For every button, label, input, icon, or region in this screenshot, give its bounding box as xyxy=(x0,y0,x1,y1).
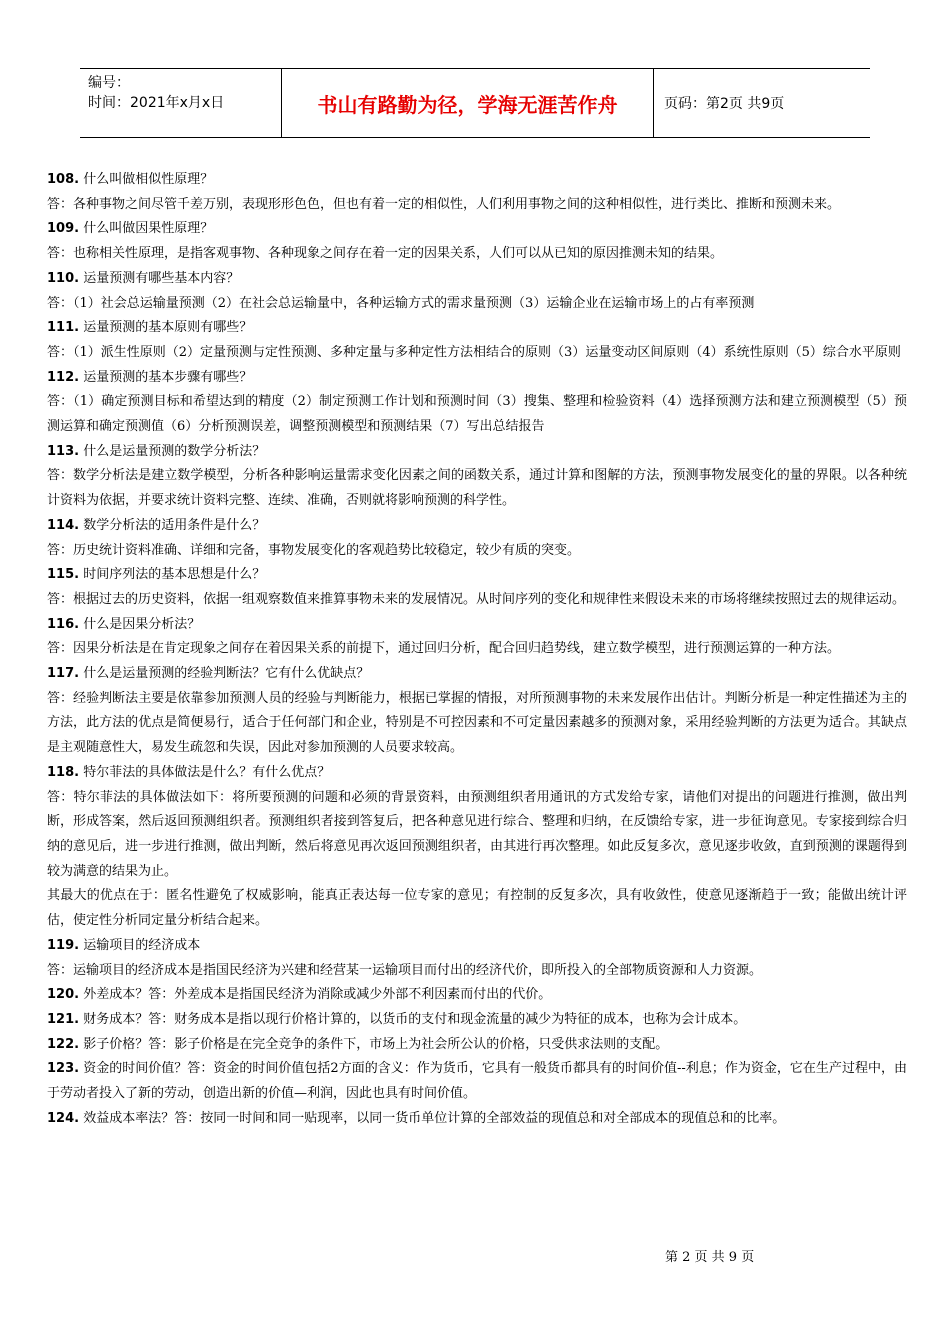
answer-paragraph xyxy=(47,341,907,366)
paragraph-text: 答：历史统计资料准确、详细和完备，事物发展变化的客观趋势比较稳定，较少有质的突变。 xyxy=(47,542,581,558)
header-info xyxy=(80,69,282,137)
paragraph-text: 什么是运量预测的经验判断法？它有什么优缺点？ xyxy=(79,666,370,682)
paragraph-text: 答：（1）派生性原则（2）定量预测与定性预测、多种定量与多种定性方法相结合的原则（3）运量变动区间原则（4）系统性原则（5）综合水平原则 xyxy=(47,344,901,360)
paragraph-text: 答：各种事物之间尽管千差万别，表现形形色色，但也有着一定的相似性，人们利用事物之间的这种相似性，进行类比、推断和预测未来。 xyxy=(47,196,841,212)
answer-paragraph xyxy=(47,464,907,513)
question-paragraph xyxy=(47,563,907,588)
question-paragraph xyxy=(47,662,907,687)
question-number: 116. xyxy=(47,616,80,632)
number-label: 编号： xyxy=(88,75,130,91)
paragraph-text: 运量预测的基本步骤有哪些？ xyxy=(79,369,253,385)
paragraph-text: 答：（1）社会总运输量预测（2）在社会总运输量中，各种运输方式的需求量预测（3）运输企业在运输市场上的占有率预测 xyxy=(47,295,755,311)
question-paragraph xyxy=(47,168,907,193)
paragraph-text: 什么叫做相似性原理？ xyxy=(79,172,214,187)
answer-paragraph xyxy=(47,687,907,761)
paragraph-text: 运量预测的基本原则有哪些？ xyxy=(79,320,253,336)
paragraph-text: 答：（1）确定预测目标和希望达到的精度（2）制定预测工作计划和预测时间（3）搜集、整理和检验资料（4）选择预测方法和建立预测模型（5）预测运算和确定预测值（6）分析预测误差，调整预测模型和预测结果（7）写出总结报告 xyxy=(47,394,907,435)
question-paragraph xyxy=(47,267,907,292)
page-header xyxy=(80,68,870,138)
answer-paragraph xyxy=(47,959,907,984)
paragraph-text: 什么是因果分析法？ xyxy=(79,616,201,632)
paragraph-text: 时间序列法的基本思想是什么？ xyxy=(79,567,266,583)
paragraph-text: 什么叫做因果性原理？ xyxy=(79,221,214,237)
answer-paragraph xyxy=(47,786,907,885)
paragraph-text: 其最大的优点在于：匿名性避免了权威影响，能真正表达每一位专家的意见；有控制的反复多次，具有收敛性，使意见逐渐趋于一致；能做出统计评估，使定性分析同定量分析结合起来。 xyxy=(47,888,907,929)
question-number: 117. xyxy=(47,666,80,682)
answer-paragraph xyxy=(47,193,907,218)
question-paragraph xyxy=(47,1107,907,1132)
answer-paragraph xyxy=(47,637,907,662)
question-number: 119. xyxy=(47,937,80,953)
paragraph-text: 答：数学分析法是建立数学模型，分析各种影响运量需求变化因素之间的函数关系，通过计算和图解的方法，预测事物发展变化的量的界限。以各种统计资料为依据，并要求统计资料完整、连续、准确，否则就将影响预测的科学性。 xyxy=(47,468,907,509)
question-number: 122. xyxy=(47,1036,80,1052)
answer-paragraph xyxy=(47,588,907,613)
paragraph-text: 特尔菲法的具体做法是什么？有什么优点？ xyxy=(79,764,331,780)
question-number: 112. xyxy=(47,369,80,385)
question-paragraph xyxy=(47,217,907,242)
answer-paragraph xyxy=(47,390,907,439)
question-number: 123. xyxy=(47,1061,80,1077)
question-paragraph xyxy=(47,613,907,638)
question-paragraph xyxy=(47,366,907,391)
paragraph-text: 答：也称相关性原理，是指客观事物、各种现象之间存在着一定的因果关系，人们可以从已知的原因推测未知的结果。 xyxy=(47,246,724,262)
time-label: 时间：2021年x月x日 xyxy=(88,95,225,111)
question-paragraph xyxy=(47,1057,907,1106)
paragraph-text: 什么是运量预测的数学分析法？ xyxy=(79,443,266,459)
question-number: 109. xyxy=(47,221,80,237)
page-footer: 第 2 页 共 9 页 xyxy=(665,1250,755,1265)
header-motto: 书山有路勤为径，学海无涯苦作舟 xyxy=(282,69,654,137)
paragraph-text: 数学分析法的适用条件是什么？ xyxy=(79,517,266,533)
paragraph-text: 答：特尔菲法的具体做法如下：将所要预测的问题和必须的背景资料，由预测组织者用通讯的方式发给专家，请他们对提出的问题进行推测，做出判断，形成答案，然后返回预测组织者。预测组织者接到答复后，把各种意见进行综合、整理和归纳，在反馈给专家，进一步征询意见。专家接到综合归纳的意见后，进一步进行推测，做出判断，然后将意见再次返回预测组织者，由其进行再次整理。如此反复多次，意见逐步收敛，直到预测的课题得到较为满意的结果为止。 xyxy=(47,789,907,879)
paragraph-text: 答：根据过去的历史资料，依据一组观察数值来推算事物未来的发展情况。从时间序列的变化和规律性来假设未来的市场将继续按照过去的规律运动。 xyxy=(47,591,906,607)
question-number: 120. xyxy=(47,987,80,1003)
question-paragraph xyxy=(47,1033,907,1058)
answer-paragraph xyxy=(47,539,907,564)
question-number: 114. xyxy=(47,517,80,533)
question-paragraph xyxy=(47,316,907,341)
question-paragraph xyxy=(47,440,907,465)
paragraph-text: 答：运输项目的经济成本是指国民经济为兴建和经营某一运输项目而付出的经济代价，即所投入的全部物质资源和人力资源。 xyxy=(47,962,763,978)
question-number: 111. xyxy=(47,320,80,336)
question-number: 113. xyxy=(47,443,80,459)
paragraph-text: 外差成本？答：外差成本是指国民经济为消除或减少外部不利因素而付出的代价。 xyxy=(79,987,552,1003)
paragraph-text: 运量预测有哪些基本内容？ xyxy=(79,270,240,286)
answer-paragraph xyxy=(47,242,907,267)
question-number: 121. xyxy=(47,1011,80,1027)
paragraph-text: 影子价格？答：影子价格是在完全竞争的条件下，市场上为社会所公认的价格，只受供求法则的支配。 xyxy=(79,1036,669,1052)
paragraph-text: 运输项目的经济成本 xyxy=(79,937,201,953)
paragraph-text: 资金的时间价值？答：资金的时间价值包括2方面的含义：作为货币，它具有一般货币都具有的时间价值--利息；作为资金，它在生产过程中，由于劳动者投入了新的劳动，创造出新的价值—利润，因此也具有时间价值。 xyxy=(47,1061,907,1102)
question-number: 124. xyxy=(47,1110,80,1126)
question-paragraph xyxy=(47,514,907,539)
question-number: 110. xyxy=(47,270,80,286)
header-page-label: 页码：第2页 共9页 xyxy=(664,96,785,112)
answer-paragraph xyxy=(47,884,907,933)
paragraph-text: 答：因果分析法是在肯定现象之间存在着因果关系的前提下，通过回归分析，配合回归趋势线，建立数学模型，进行预测运算的一种方法。 xyxy=(47,641,841,657)
question-number: 108. xyxy=(47,172,80,187)
document-body xyxy=(47,168,907,1131)
paragraph-text: 效益成本率法？答：按同一时间和同一贴现率，以同一货币单位计算的全部效益的现值总和对全部成本的现值总和的比率。 xyxy=(79,1110,786,1126)
question-number: 115. xyxy=(47,567,80,583)
question-paragraph xyxy=(47,1008,907,1033)
question-paragraph xyxy=(47,761,907,786)
paragraph-text: 答：经验判断法主要是依靠参加预测人员的经验与判断能力，根据已掌握的情报，对所预测事物的未来发展作出估计。判断分析是一种定性描述为主的方法，此方法的优点是简便易行，适合于任何部门和企业，特别是不可控因素和不可定量因素越多的预测对象，采用经验判断的方法更为适合。其缺点是主观随意性大，易发生疏忽和失误，因此对参加预测的人员要求较高。 xyxy=(47,690,907,756)
question-number: 118. xyxy=(47,764,80,780)
paragraph-text: 财务成本？答：财务成本是指以现行价格计算的，以货币的支付和现金流量的减少为特征的成本，也称为会计成本。 xyxy=(79,1011,747,1027)
answer-paragraph xyxy=(47,292,907,317)
question-paragraph xyxy=(47,934,907,959)
question-paragraph xyxy=(47,983,907,1008)
